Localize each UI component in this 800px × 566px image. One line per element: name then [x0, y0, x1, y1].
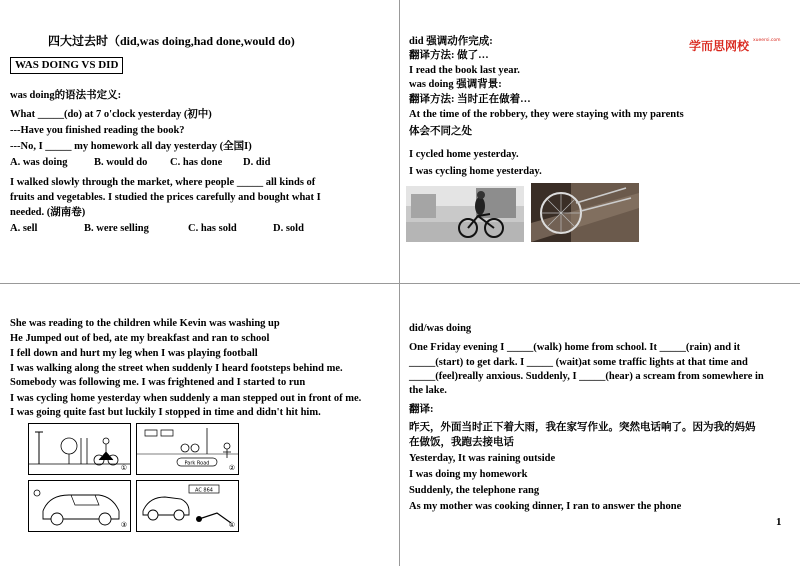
- story2-line2: I was going quite fast but luckily I stopped in time and didn't hit him.: [10, 407, 321, 418]
- fill-paragraph-line4: the lake.: [409, 385, 447, 396]
- comic-panel-2-art: [137, 424, 239, 475]
- english-translation-line1: Yesterday, It was raining outside: [409, 453, 556, 464]
- exercise2-line3: needed. (湖南卷): [10, 207, 86, 218]
- comic-number-1: ①: [120, 464, 127, 472]
- exercise2-line1: I walked slowly through the market, where people _____ all kinds of: [10, 177, 316, 188]
- was-doing-emphasis-line: was doing 强调背景:: [409, 79, 502, 90]
- did-example-line: I read the book last year.: [409, 65, 520, 76]
- comic-number-2: ②: [228, 464, 235, 472]
- example-when-sentence: I fell down and hurt my leg when I was playing football: [10, 348, 258, 359]
- translate-label: 翻译:: [409, 404, 434, 415]
- park-road-sign: Park Road: [184, 460, 210, 467]
- english-translation-line3: Suddenly, the telephone rang: [409, 485, 540, 496]
- comic-panel-4: [136, 480, 239, 532]
- did-was-doing-heading: did/was doing: [409, 323, 472, 334]
- fill-paragraph-line2: _____(start) to get dark. I _____ (wait)at some traffic lights at that time and: [409, 357, 748, 368]
- was-doing-example-line: At the time of the robbery, they were staying with my parents: [409, 109, 684, 120]
- ac864-sign: AC 864: [195, 487, 213, 494]
- comic-number-3: ③: [120, 521, 127, 529]
- was-doing-vs-did-heading: WAS DOING VS DID: [10, 57, 123, 74]
- cycling-motion-photo-art: [531, 183, 639, 242]
- grammar-definition-label: was doing的语法书定义:: [10, 90, 122, 101]
- fill-paragraph-line1: One Friday evening I _____(walk) home from school. It _____(rain) and it: [409, 342, 741, 353]
- slide1-title: 四大过去时（did,was doing,had done,would do): [48, 34, 295, 48]
- exercise2-option-b: B. were selling: [84, 223, 149, 234]
- chinese-text-line2: 在做饭，我跑去接电话: [409, 437, 514, 448]
- story2-line1: I was cycling home yesterday when suddenly a man stepped out in front of me.: [10, 393, 362, 404]
- logo-text: 学而思网校: [689, 39, 750, 53]
- compare-note: 体会不同之处: [409, 126, 472, 137]
- exercise2-option-d: D. sold: [273, 223, 304, 234]
- cycling-motion-photo: [531, 183, 639, 242]
- did-translation-line: 翻译方法: 做了…: [409, 50, 489, 61]
- cyclist-photo: [406, 186, 524, 242]
- exercise1-option-c: C. has done: [170, 157, 223, 168]
- page-number: 1: [776, 516, 782, 528]
- comic-panel-4-art: [137, 481, 239, 532]
- comic-panel-2: [136, 423, 239, 475]
- did-emphasis-line: did 强调动作完成:: [409, 36, 493, 47]
- exercise1-line3: ---No, I _____ my homework all day yesterday (全国I): [10, 141, 252, 152]
- exercise1-line2: ---Have you finished reading the book?: [10, 125, 185, 136]
- exercise1-option-d: D. did: [243, 157, 271, 168]
- exercise2-line2: fruits and vegetables. I studied the prices carefully and bought what I: [10, 192, 321, 203]
- exercise1-option-a: A. was doing: [10, 157, 68, 168]
- comic-number-4: ④: [228, 521, 235, 529]
- comic-panel-3-art: [29, 481, 131, 532]
- exercise2-option-c: C. has sold: [188, 223, 237, 234]
- story1-line2: Somebody was following me. I was frightened and I started to run: [10, 377, 306, 388]
- xueersi-logo: [689, 36, 785, 54]
- exercise1-line1: What _____(do) at 7 o'clock yesterday (初中): [10, 109, 212, 120]
- exercise1-option-b: B. would do: [94, 157, 148, 168]
- comic-panel-1-art: [29, 424, 131, 475]
- logo-subtext: xueersi.com: [753, 38, 781, 43]
- fill-paragraph-line3: _____(feel)really anxious. Suddenly, I _____(hear) a scream from somewhere in: [409, 371, 764, 382]
- comic-panel-1: [28, 423, 131, 475]
- story1-line1: I was walking along the street when suddenly I heard footsteps behind me.: [10, 363, 343, 374]
- english-translation-line2: I was doing my homework: [409, 469, 528, 480]
- horizontal-divider: [0, 283, 800, 284]
- was-cycling-sentence: I was cycling home yesterday.: [409, 166, 542, 177]
- example-while-sentence: She was reading to the children while Kevin was washing up: [10, 318, 280, 329]
- was-doing-translation-line: 翻译方法: 当时正在做着…: [409, 94, 531, 105]
- chinese-text-line1: 昨天，外面当时正下着大雨，我在家写作业。突然电话响了。因为我的妈妈: [409, 422, 756, 433]
- example-sequence-sentence: He Jumped out of bed, ate my breakfast and ran to school: [10, 333, 270, 344]
- cyclist-photo-art: [406, 186, 524, 242]
- cycled-sentence: I cycled home yesterday.: [409, 149, 519, 160]
- exercise2-option-a: A. sell: [10, 223, 38, 234]
- english-translation-line4: As my mother was cooking dinner, I ran to answer the phone: [409, 501, 682, 512]
- comic-panel-3: [28, 480, 131, 532]
